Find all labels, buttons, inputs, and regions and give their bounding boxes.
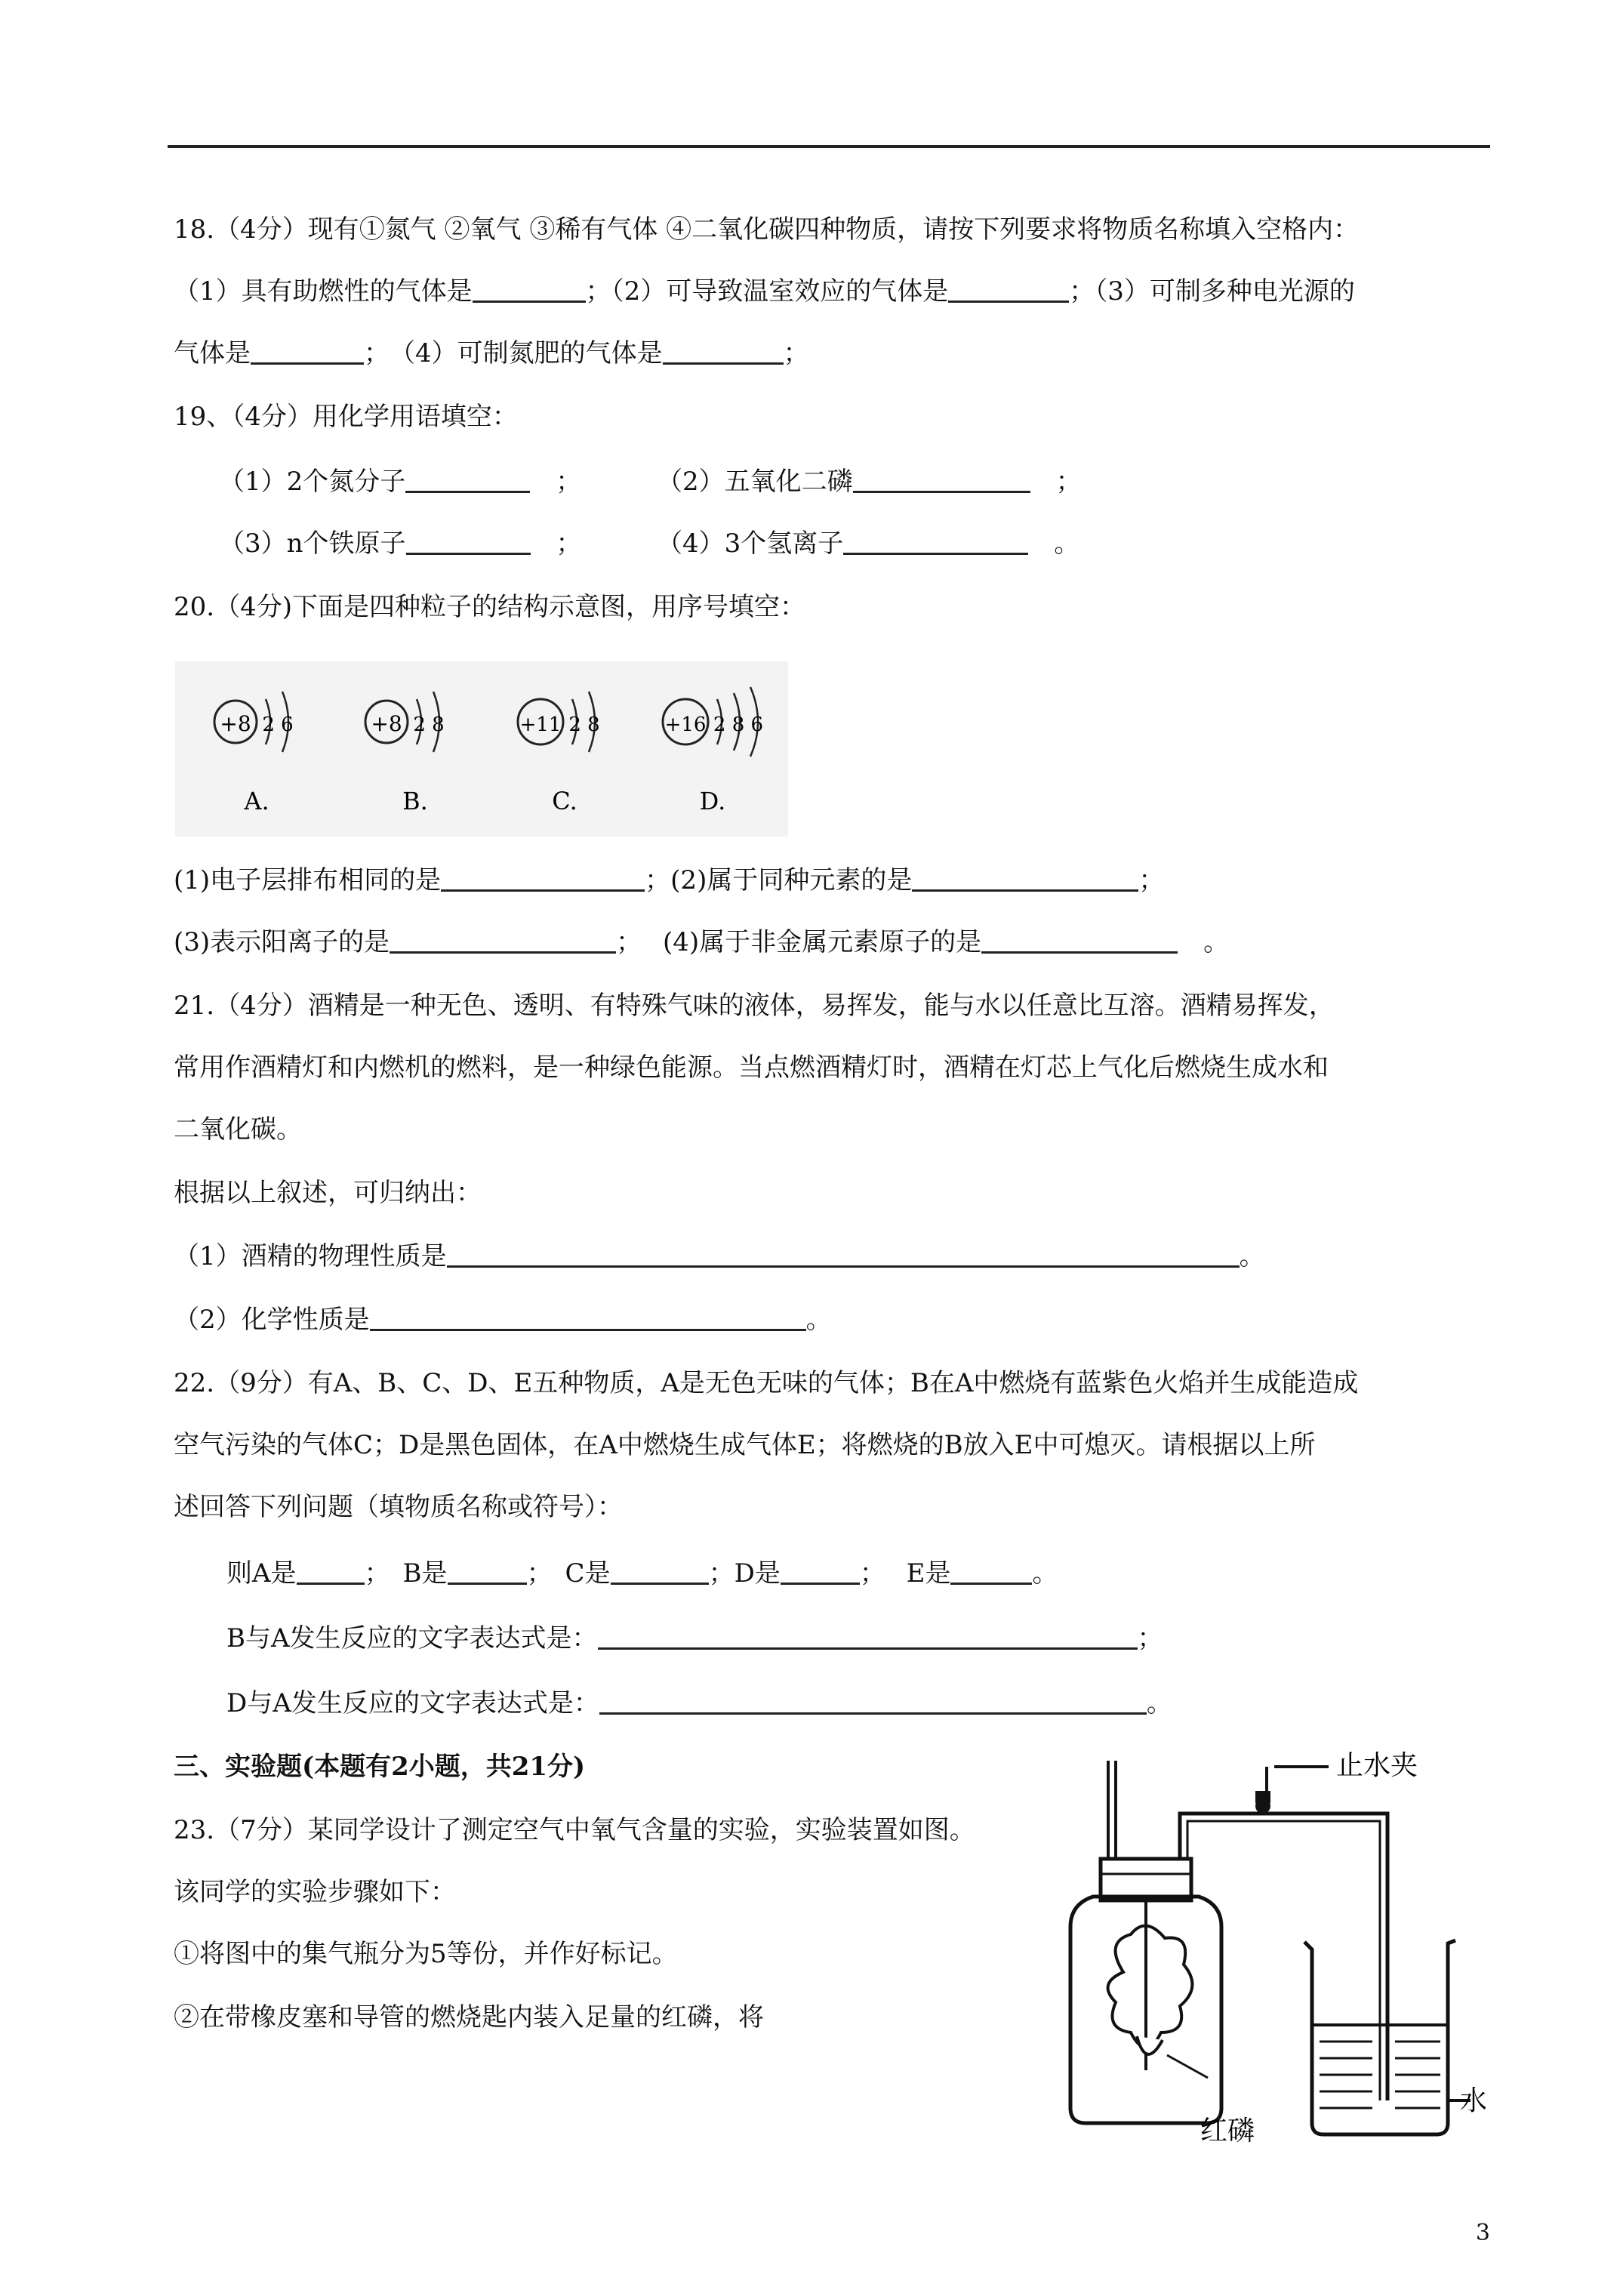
page-number: 3 xyxy=(1475,2220,1490,2246)
q20-blank2[interactable] xyxy=(912,867,1138,892)
q18-part3: ；（3）可制多种电光源的 xyxy=(1069,276,1355,307)
q19-blank2[interactable] xyxy=(853,468,1030,493)
q22-reaction1 xyxy=(226,1622,1163,1655)
atom-b-label: B. xyxy=(402,787,428,815)
q19-item2 xyxy=(657,465,1082,498)
q21-q1 xyxy=(174,1240,1265,1273)
atom-a xyxy=(214,692,294,815)
q22-b-label: ； B是 xyxy=(364,1558,448,1589)
q18-part6: ； xyxy=(783,338,809,368)
atom-c-shells: 2 8 xyxy=(568,713,600,736)
q18-part1: （1）具有助燃性的气体是 xyxy=(174,276,473,307)
q21-para3: 二氧化碳。 xyxy=(174,1114,302,1145)
q21-para4: 根据以上叙述，可归纳出： xyxy=(174,1178,482,1208)
q20-part2: ；(2)属于同种元素的是 xyxy=(645,865,913,895)
q23-para1: 23.（7分）某同学设计了测定空气中氧气含量的实验，实验装置如图。 xyxy=(174,1815,975,1845)
atom-b-nucleus: +8 xyxy=(371,711,402,736)
red-phosphorus-label: 红磷 xyxy=(1200,2116,1255,2147)
q20-blank1[interactable] xyxy=(441,867,645,892)
atom-structure-figure xyxy=(175,661,788,837)
q20-blank3[interactable] xyxy=(390,929,616,954)
q20-stem: 20.（4分)下面是四种粒子的结构示意图，用序号填空： xyxy=(174,592,805,622)
q22-r1-end: ； xyxy=(1137,1623,1163,1653)
q21-blank2[interactable] xyxy=(370,1306,806,1331)
rubber-stopper xyxy=(1101,1859,1191,1900)
q19-blank4[interactable] xyxy=(843,530,1028,555)
q19-item4 xyxy=(657,527,1079,560)
q20-part3: ； xyxy=(1138,865,1165,895)
atom-a-nucleus: +8 xyxy=(220,711,251,736)
q22-e-end: 。 xyxy=(1032,1558,1058,1589)
header-rule xyxy=(168,145,1490,148)
q22-para1: 22.（9分）有A、B、C、D、E五种物质，A是无色无味的气体；B在A中燃烧有蓝紫色火焰并生成能造成 xyxy=(174,1368,1359,1398)
q20-line2 xyxy=(174,926,1229,959)
q19-sep1: ； xyxy=(556,467,582,497)
q22-para3: 述回答下列问题（填物质名称或符号）： xyxy=(174,1492,623,1522)
q20-line1 xyxy=(174,864,1164,897)
q21-q2 xyxy=(174,1303,832,1336)
q22-r2-end: 。 xyxy=(1146,1688,1172,1718)
smoke-cloud xyxy=(1108,1926,1193,2048)
q20-part1: (1)电子层排布相同的是 xyxy=(174,865,442,895)
atom-d-nucleus: +16 xyxy=(664,713,707,736)
q19-label3: （3）n个铁原子 xyxy=(219,529,406,559)
q22-blank-b[interactable] xyxy=(448,1560,527,1585)
q22-d-label: ；D是 xyxy=(708,1558,781,1589)
q21-q2-end: 。 xyxy=(805,1305,832,1335)
q18-stem: 18.（4分）现有①氮气 ②氧气 ③稀有气体 ④二氧化碳四种物质，请按下列要求将物质名称填入空格内： xyxy=(174,214,1360,245)
atom-d xyxy=(663,687,763,815)
q18-line2 xyxy=(174,337,809,370)
q19-label4: （4）3个氢离子 xyxy=(657,529,844,559)
atom-a-label: A. xyxy=(244,787,269,815)
q23-para2: 该同学的实验步骤如下： xyxy=(174,1877,456,1907)
q21-q1-end: 。 xyxy=(1239,1241,1265,1271)
q19-stem: 19、（4分）用化学用语填空： xyxy=(174,402,518,432)
oxygen-apparatus-figure xyxy=(1033,1746,1486,2168)
atom-c-nucleus: +11 xyxy=(519,713,562,736)
q18-blank1[interactable] xyxy=(473,278,586,303)
atom-b-shells: 2 8 xyxy=(413,713,445,736)
q19-label1: （1）2个氮分子 xyxy=(219,467,406,497)
q22-r1-label: B与A发生反应的文字表达式是： xyxy=(226,1623,598,1653)
q18-blank4[interactable] xyxy=(663,340,784,365)
q18-part2: ；（2）可导致温室效应的气体是 xyxy=(585,276,949,307)
q19-sep4: 。 xyxy=(1054,529,1080,559)
q19-sep2: ； xyxy=(1055,467,1082,497)
q23-step1: ①将图中的集气瓶分为5等份，并作好标记。 xyxy=(174,1939,678,1969)
q22-blank-e[interactable] xyxy=(950,1560,1032,1585)
q18-part5: ； （4）可制氮肥的气体是 xyxy=(364,338,663,368)
clamp-label: 止水夹 xyxy=(1336,1750,1418,1781)
q22-answers xyxy=(226,1557,1058,1590)
q18-line1 xyxy=(174,275,1355,308)
q20-part4: (3)表示阳离子的是 xyxy=(174,927,390,957)
q22-blank-r2[interactable] xyxy=(599,1690,1147,1715)
q19-item3 xyxy=(219,527,582,560)
water-label: 水 xyxy=(1460,2085,1486,2116)
q18-part4: 气体是 xyxy=(174,338,251,368)
atom-d-shells: 2 8 6 xyxy=(713,713,764,736)
q22-blank-d[interactable] xyxy=(781,1560,860,1585)
q19-sep3: ； xyxy=(556,529,582,559)
q19-blank3[interactable] xyxy=(406,530,531,555)
q22-a-label: 则A是 xyxy=(226,1558,297,1589)
q20-blank4[interactable] xyxy=(981,929,1178,954)
q21-para1: 21.（4分）酒精是一种无色、透明、有特殊气味的液体，易挥发，能与水以任意比互溶。酒精易挥发， xyxy=(174,991,1335,1021)
q22-e-label: ； E是 xyxy=(859,1558,951,1589)
q19-blank1[interactable] xyxy=(405,468,530,493)
q19-label2: （2）五氧化二磷 xyxy=(657,467,853,497)
q20-part5: ； (4)属于非金属元素原子的是 xyxy=(616,927,982,957)
q21-q1-label: （1）酒精的物理性质是 xyxy=(174,1241,447,1271)
q22-c-label: ； C是 xyxy=(526,1558,611,1589)
q18-blank2[interactable] xyxy=(948,278,1069,303)
q22-blank-a[interactable] xyxy=(297,1560,365,1585)
atom-c-label: C. xyxy=(552,787,577,815)
q22-r2-label: D与A发生反应的文字表达式是： xyxy=(226,1688,599,1718)
atom-d-label: D. xyxy=(699,787,726,815)
q21-q2-label: （2）化学性质是 xyxy=(174,1305,370,1335)
q22-blank-r1[interactable] xyxy=(598,1625,1138,1650)
atom-c xyxy=(518,692,600,815)
atom-a-shells: 2 6 xyxy=(262,713,294,736)
q18-blank3[interactable] xyxy=(251,340,364,365)
q22-reaction2 xyxy=(226,1687,1172,1720)
q22-para2: 空气污染的气体C；D是黑色固体，在A中燃烧生成气体E；将燃烧的B放入E中可熄灭。请根据以上所 xyxy=(174,1430,1316,1460)
q22-blank-c[interactable] xyxy=(611,1560,709,1585)
q21-para2: 常用作酒精灯和内燃机的燃料，是一种绿色能源。当点燃酒精灯时，酒精在灯芯上气化后燃烧生成水和 xyxy=(174,1052,1329,1083)
atom-b xyxy=(365,692,445,815)
q21-blank1[interactable] xyxy=(447,1243,1240,1268)
section-title-experiments: 三、实验题(本题有2小题，共21分) xyxy=(174,1752,586,1782)
q23-step2: ②在带橡皮塞和导管的燃烧匙内装入足量的红磷，将 xyxy=(174,2002,764,2032)
q20-part6: 。 xyxy=(1203,927,1230,957)
q19-item1 xyxy=(219,465,581,498)
